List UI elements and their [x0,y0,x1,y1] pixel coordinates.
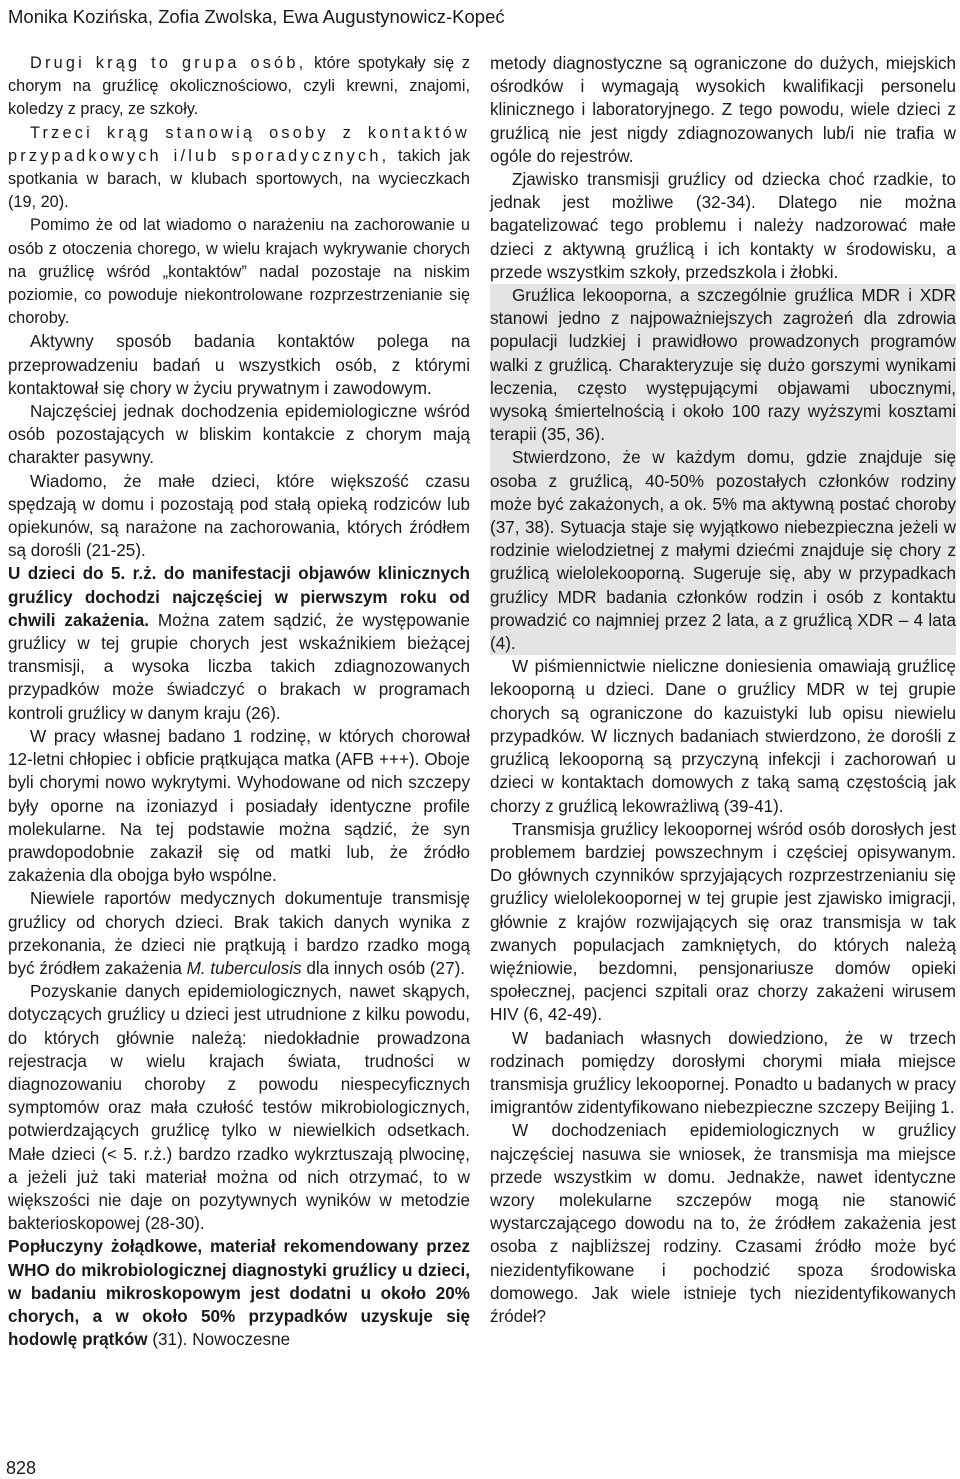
paragraph-epidemiological-data: Pozyskanie danych epidemiologicznych, nawet skąpych, dotyczących gruźlicy u dzieci jest utrudnione z kilku powodu, do których głównie należą: niedokładnie prowadzona rejestracja w wielu krajach świata, trudności w diagnozowaniu choroby z powodu niespecyficznych symptomów oraz mała czułość testów mikrobiologicznych, potwierdzających gruźlicę tylko w niewielkich odsetkach. Małe dzieci (< 5. r.ż.) bardzo rzadko wykrztuszają plwocinę, a jeżeli już taki materiał można od nich otrzymać, to w większości nie daje on pozytywnych wyników w metodzie bakterioskopowej (28-30). [8,982,470,1234]
paragraph-under-five [8,562,470,724]
paragraph-active-method: Aktywny sposób badania kontaktów polega na przeprowadzeniu badań u wszystkich osób, z którymi kontaktował się chory w życiu prywatnym i zawodowym. [8,332,470,398]
paragraph-text: takich jak spotkania w barach, w klubach sportowych, na wycieczkach (19, 20). [8,146,470,212]
paragraph-transmission-reports [8,887,470,980]
paragraph-gastric-lavage [8,1235,470,1351]
spaced-term-second-circle: Drugi krąg to grupa osób, [30,54,307,72]
paragraph-text: Można zatem sądzić, że występowanie gruźlicy w tej grupie chorych jest wskaźnikiem bieżącej transmisji, a wysoka liczba takich zdiagnozowanych przypadków może świadczyć o brakach w programach kontroli gruźlicy w danym kraju (26). [8,610,470,723]
left-column [8,52,470,1351]
paragraph-small-children: Wiadomo, że małe dzieci, które większość czasu spędzają w domu i pozostają pod stałą opieką rodziców lub opiekunów, są narażone na zachorowania, których źródłem są dorośli (21-25). [8,471,470,561]
paragraph-text: dla innych osób (27). [301,958,466,978]
paragraph-contact-detection: Pomimo że od lat wiadomo o narażeniu na zachorowanie u osób z otoczenia chorego, w wielu krajach wykrywanie chorych na gruźlicę wśród „kontaktów” nadal pozostaje na niskim poziomie, co powoduje niekontrolowane rozprzestrzenianie się choroby. [8,216,470,328]
bold-statement-gastric-lavage: Popłuczyny żołądkowe, materiał rekomendowany przez WHO do mikrobiologicznej diagnostyki gruźlicy u dzieci, w badaniu mikroskopowym jest dodatni u około 20% chorych, a w około 50% przypadków uzyskuje się hodowlę prątków [8,1237,470,1350]
paragraph-passive-investigation: Najczęściej jednak dochodzenia epidemiologiczne wśród osób pozostających w bliskim kontakcie z chorym mają charakter pasywny. [8,402,470,468]
highlighted-paragraph-household-contacts: Stwierdzono, że w każdym domu, gdzie znajduje się osoba z gruźlicą, 40-50% pozostałych członków rodziny może być zakażonych, a ok. 5% ma aktywną postać choroby (37, 38). Sytuacja staje się wyjątkowo niebezpieczna jeżeli w rodzinie wielodzietnej z małymi dziećmi znajduje się chory z gruźlicą wielolekooporną. Sugeruje się, aby w przypadkach gruźlicy MDR badania członków rodzin i osób z kontaktu prowadzić co najmniej przez 2 lata, a z gruźlicą XDR – 4 lata (4). [490,446,956,655]
paragraph-own-research-families: W badaniach własnych dowiedziono, że w trzech rodzinach pomiędzy dorosłymi chorymi miała miejsce transmisja gruźlicy lekoopornej. Ponadto u badanych w pracy imigrantów zidentyfikowano niebezpieczne szczepy Beijing 1. [490,1028,956,1118]
page-number: 828 [6,1458,37,1478]
paragraph-adult-transmission: Transmisja gruźlicy lekoopornej wśród osób dorosłych jest problemem bardziej powszechnym i częściej opisywanym. Do głównych czynników sprzyjających rozprzestrzenianiu się gruźlicy wielolekoopornej w tej grupie jest zjawisko imigracji, głównie z krajów rozwijających się oraz transmisja w tak zwanych populacjach zamkniętych, do których należą więźniowie, bezdomni, pensjonariusze domów opieki społecznej, pacjenci szpitali oraz chorzy zakażeni wirusem HIV (6, 42-49). [490,819,956,1025]
paragraph-text: (31). Nowoczesne [147,1330,291,1350]
highlighted-paragraph-drug-resistant-tb: Gruźlica lekooporna, a szczególnie gruźlica MDR i XDR stanowi jedno z najpoważniejszych zagrożeń dla zdrowia populacji ludzkiej i prawidłowo prowadzonych programów walki z gruźlicą. Charakteryzuje się dużo gorszymi wynikami leczenia, często występującymi objawami ubocznymi, wysoką śmiertelnością i około 100 razy wyższymi kosztami terapii (35, 36). [490,284,956,446]
paragraph-epidemiological-investigations: W dochodzeniach epidemiologicznych w gruźlicy najczęściej nasuwa sie wniosek, że transmisja ma miejsce przede wszystkim w domu. Jednakże, nawet identyczne wzory molekularne szczepów mogą nie stanowić wystarczającego dowodu na to, że źródłem zakażenia jest osoba z najbliższej rodziny. Czasami źródło może być niezidentyfikowane i pochodzić spoza środowiska domowego. Jak wiele istnieje tych niezidentyfikowanych źródeł? [490,1121,956,1326]
bold-statement-under-five: U dzieci do 5. r.ż. do manifestacji objawów klinicznych gruźlicy dochodzi najczęściej w pierwszym roku od chwili zakażenia. [8,564,470,630]
paragraph-literature-children: W piśmiennictwie nieliczne doniesienia omawiają gruźlicę lekooporną u dzieci. Dane o gruźlicy MDR w tej grupie chorych są ograniczone do kazuistyki lub opisu niewielu przypadków. W licznych badaniach stwierdzono, że dorośli z gruźlicą lekooporną są przyczyną infekcji i zachorowań u dzieci w kontaktach domowych z taką samą częstością jak chorzy z gruźlicą lekowrażliwą (39-41). [490,657,956,816]
paragraph-text: które spotykały się z chorym na gruźlicę okolicznościowo, czyli krewni, znajomi, koledzy z pracy, ze szkoły. [8,54,470,119]
paragraph-second-circle [8,52,470,122]
right-column [490,52,956,1328]
paragraph-child-transmission: Zjawisko transmisji gruźlicy od dziecka choć rzadkie, to jednak jest możliwe (32-34). Dlatego nie można bagatelizować tego problemu i należy nadzorować małe dzieci z aktywną gruźlicą i ich kontakty w środowisku, a przede wszystkim szkoły, przedszkola i żłobki. [490,170,956,282]
species-name: M. tuberculosis [186,958,302,978]
paragraph-text: Niewiele raportów medycznych dokumentuje transmisję gruźlicy od chorych dzieci. Brak takich danych wynika z przekonania, że dzieci nie prątkują i bardzo rzadko mogą być źródłem zakażenia [8,889,470,978]
paragraph-third-circle [8,122,470,215]
paragraph-own-study-family: W pracy własnej badano 1 rodzinę, w których chorował 12-letni chłopiec i obficie prątkująca matka (AFB +++). Oboje byli chorymi nowo wykrytymi. Wyhodowane od nich szczepy były oporne na izoniazyd i posiadały identyczne profile molekularne. Na tej podstawie można sądzić, że syn prawdopodobnie zakaził się od matki lub, że źródło zakażenia dla obojga było wspólne. [8,726,470,886]
running-header-authors: Monika Kozińska, Zofia Zwolska, Ewa Augustynowicz-Kopeć [8,6,505,27]
spaced-term-third-circle: Trzeci krąg stanowią osoby z kontaktów przypadkowych i/lub sporadycznych, [8,123,470,165]
paragraph-diagnostic-methods: metody diagnostyczne są ograniczone do dużych, miejskich ośrodków i wymagają wysokich kwalifikacji personelu klinicznego i laboratoryjnego. Z tego powodu, wiele dzieci z gruźlicą nie jest nigdy zdiagnozowanych lub/i nie trafia w ogóle do rejestrów. [490,54,956,166]
